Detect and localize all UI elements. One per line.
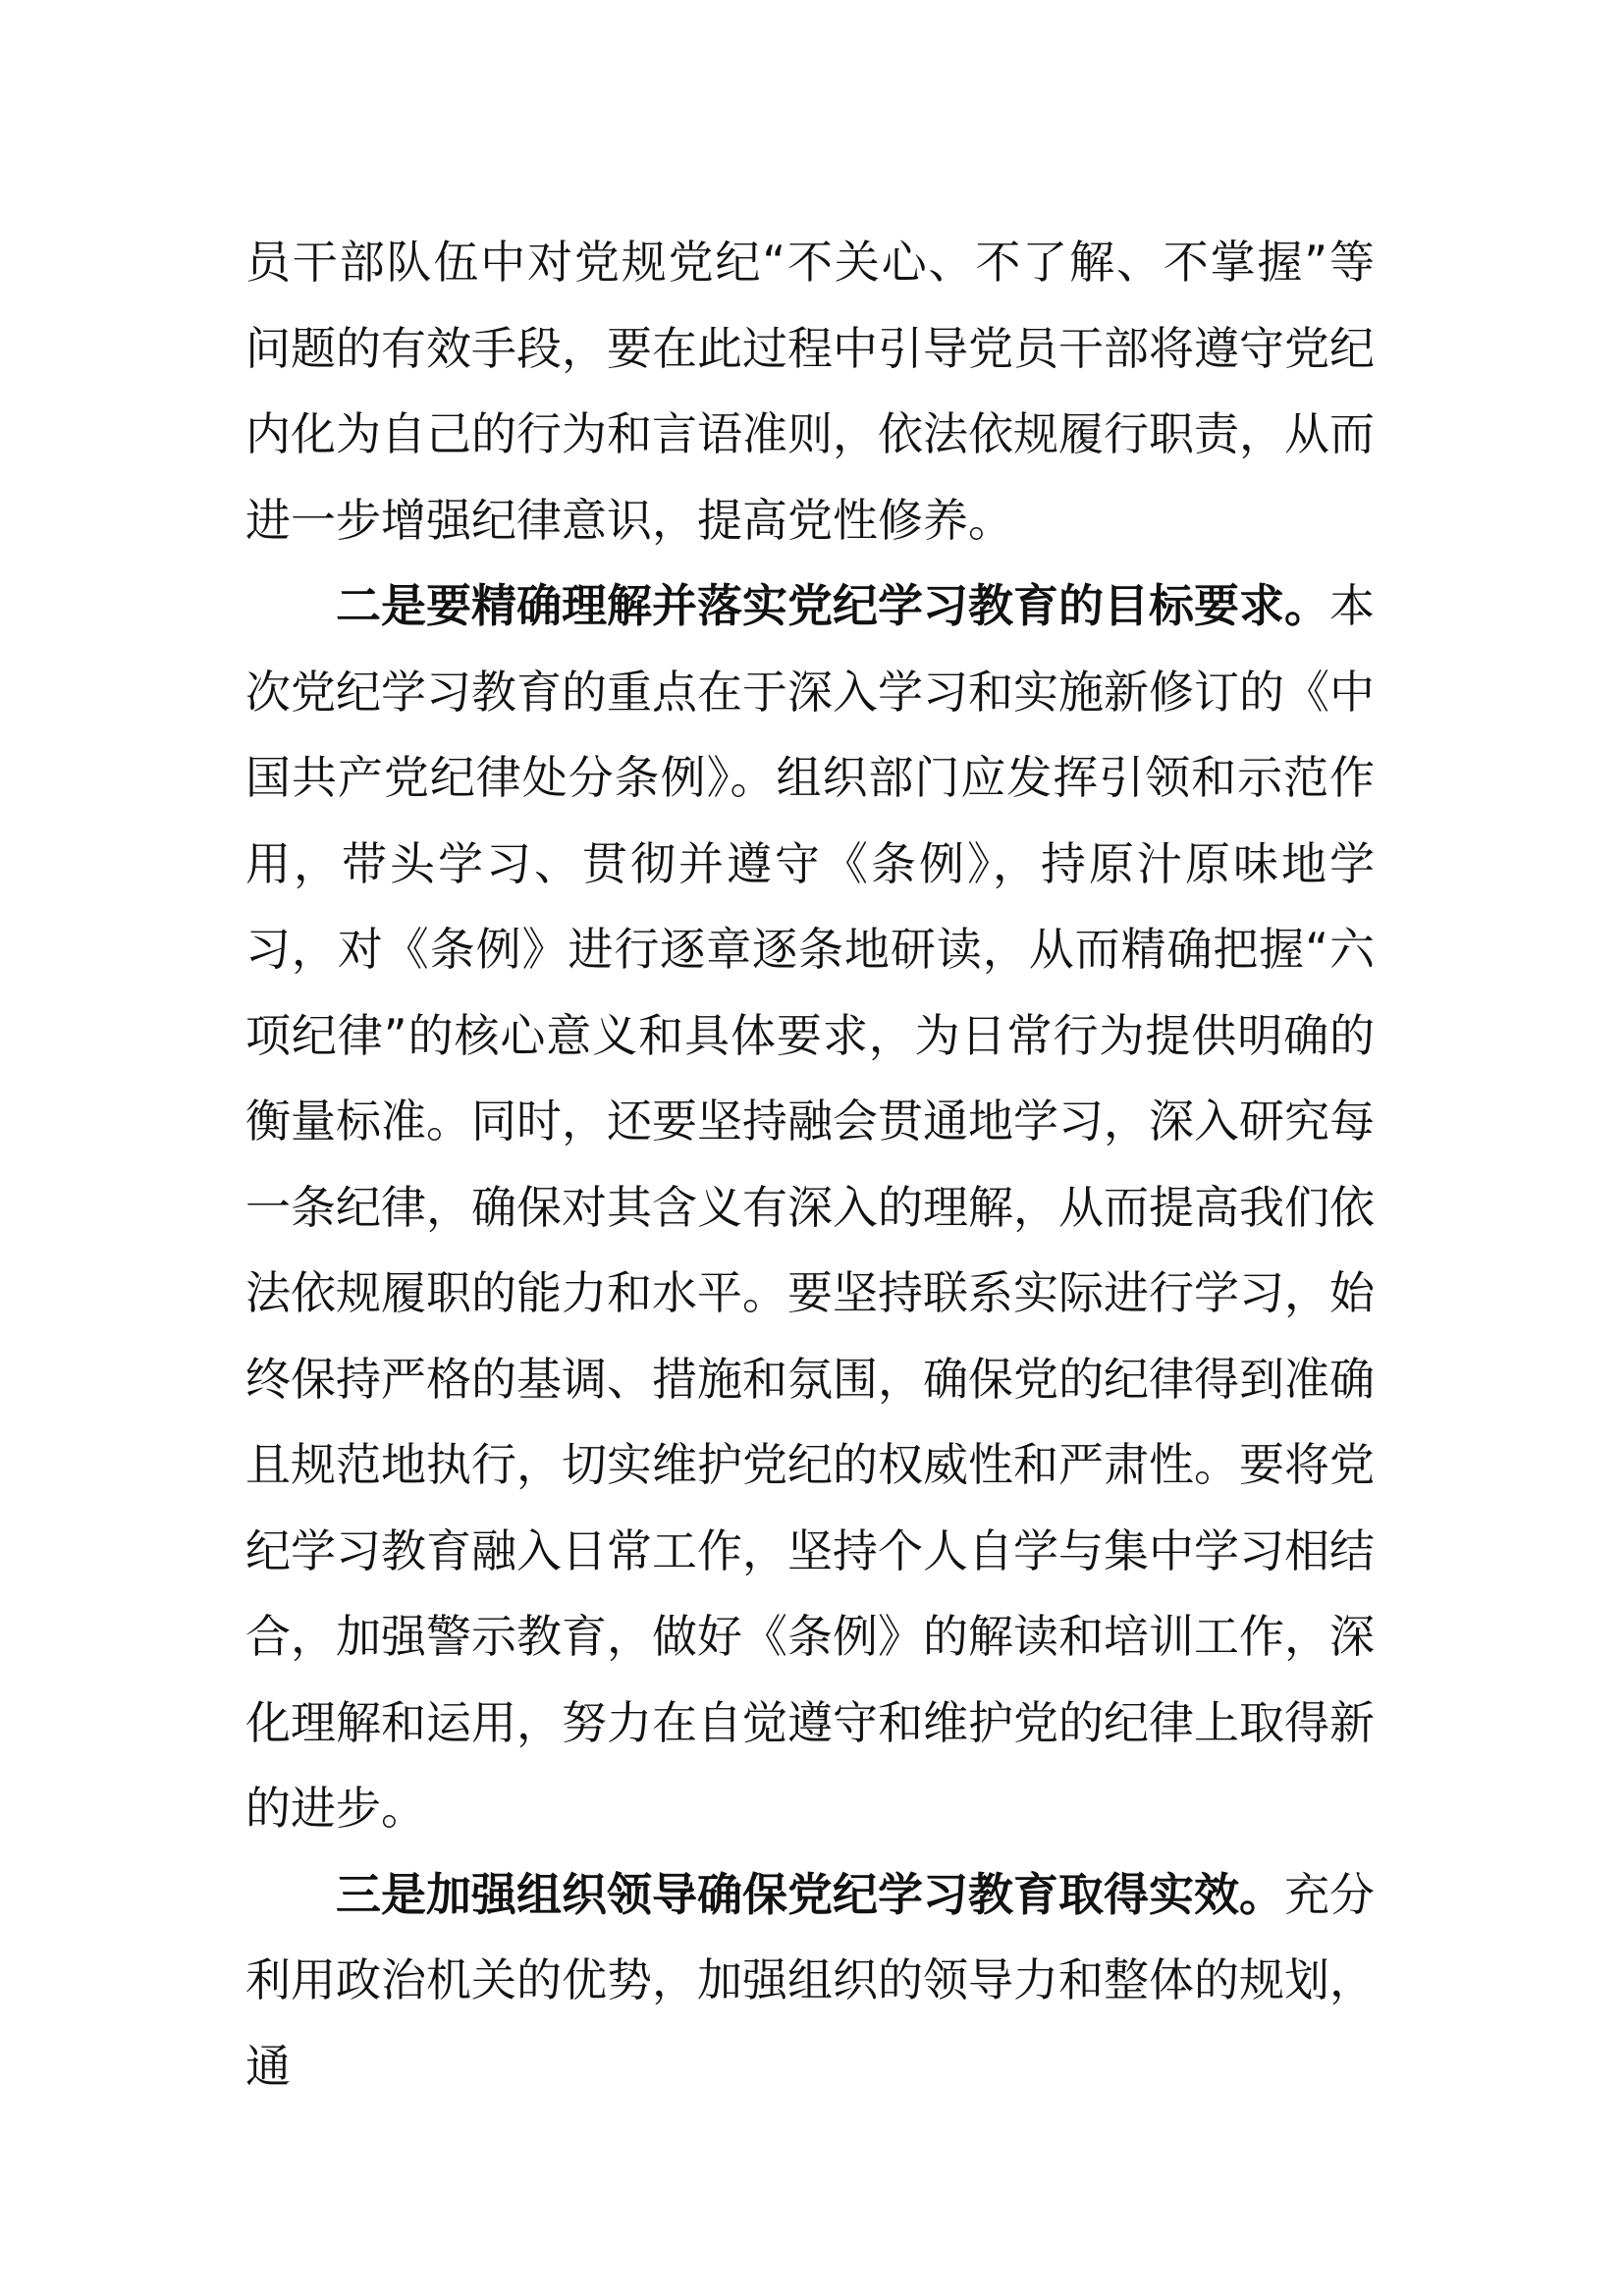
- paragraph-lead-heading: 二是要精确理解并落实党纪学习教育的目标要求。: [336, 579, 1329, 632]
- paragraph-second-point: [245, 563, 1375, 1852]
- paragraph-continued: [245, 220, 1375, 563]
- paragraph-text: 员干部队伍中对党规党纪“不关心、不了解、不掌握”等问题的有效手段，要在此过程中引导党员干部将遵守党纪内化为自己的行为和言语准则，依法依规履行职责，从而进一步增强纪律意识，提高党性修养。: [245, 236, 1375, 547]
- paragraph-third-point: [245, 1852, 1375, 2110]
- paragraph-text: 充分利用政治机关的优势，加强组织的领导力和整体的规划，通: [245, 1867, 1375, 2093]
- paragraph-lead-heading: 三是加强组织领导确保党纪学习教育取得实效。: [336, 1867, 1284, 1921]
- paragraph-text: 本次党纪学习教育的重点在于深入学习和实施新修订的《中国共产党纪律处分条例》。组织部门应发挥引领和示范作用，带头学习、贯彻并遵守《条例》，持原汁原味地学习，对《条例》进行逐章逐条地研读，从而精确把握“六项纪律”的核心意义和具体要求，为日常行为提供明确的衡量标准。同时，还要坚持融会贯通地学习，深入研究每一条纪律，确保对其含义有深入的理解，从而提高我们依法依规履职的能力和水平。要坚持联系实际进行学习，始终保持严格的基调、措施和氛围，确保党的纪律得到准确且规范地执行，切实维护党纪的权威性和严肃性。要将党纪学习教育融入日常工作，坚持个人自学与集中学习相结合，加强警示教育，做好《条例》的解读和培训工作，深化理解和运用，努力在自觉遵守和维护党的纪律上取得新的进步。: [245, 579, 1375, 1835]
- document-body: [245, 220, 1375, 2109]
